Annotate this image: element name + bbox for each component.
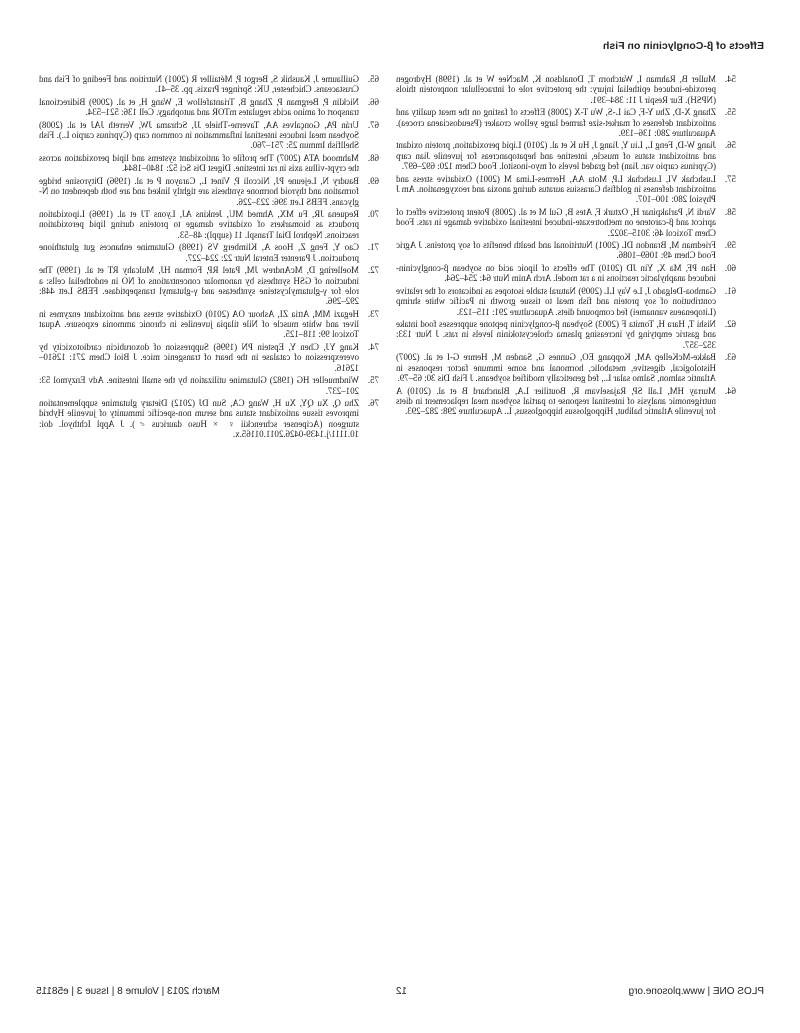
reference-text: Baudry N, Lejeune PJ, Niccoli P, Vinet L, Carayon P et al. (1996) Dityrosine bridge formation and thyroid hormone synthesis are tightly linked and are both dependent on N-glycans. FEBS Lett 396: 223–226. <box>39 175 359 207</box>
reference-entry <box>396 240 736 261</box>
reference-number: 65. <box>367 74 379 84</box>
reference-text: Friedman M, Brandon DL (2001) Nutritional and health benefits of soy proteins. J Agric Food Chem 49: 1069–1086. <box>396 240 716 261</box>
reference-number: 76. <box>367 398 379 409</box>
reference-text: Mahmood ATA (2007) The profile of antioxidant systems and lipid peroxidation across the crypt-villus axis in rat intestine. Digest Dis Sci 52: 1840–1844. <box>39 152 359 174</box>
reference-number: 68. <box>367 152 379 163</box>
reference-number: 70. <box>367 209 379 220</box>
reference-text: Nishi T, Hara H, Tomita F (2003) Soybean β-conglycinin peptone suppresses food intake and gastric emptying by increasing plasma cholecystokinin levels in rats. J Nutr 133: 352–357. <box>396 319 716 350</box>
reference-entry <box>39 265 379 306</box>
reference-entry <box>396 286 736 317</box>
reference-text: Murray HM, Lall SP, Rajaselvam R, Boutilier LA, Blanchard B et al. (2010) A nutrigenomic analysis of intestinal response to partial soybean meal replacement in diets for juvenile Atlantic halibut, Hippoglossus hippoglossus, L. Aquaculture 298: 282–293. <box>396 385 716 417</box>
references-right-column <box>39 74 379 442</box>
reference-entry <box>39 209 379 240</box>
reference-text: Zhu Q, Xu QY, Xu H, Wang CA, Sun DJ (2012) Dietary glutamine supplementation improves tissue antioxidant status and serum non-specific immunity of juvenile Hybrid sturgeon (Acipenser schrenckii ♀ × Huso dauricus ♂). J Appl Ichthyol. doi: 10.1111/j.1439-0426.2011.01165.x. <box>39 398 359 440</box>
reference-entry <box>396 207 736 238</box>
reference-number: 56. <box>724 140 736 151</box>
reference-text: Nicklin P, Bergman P, Zhang B, Triantafellow E, Wang H, et al. (2009) Bidirectional transport of amino acids regulates mTOR and autophagy. Cell 136: 521–534. <box>39 96 359 118</box>
reference-entry <box>39 375 379 396</box>
reference-number: 74. <box>367 341 379 352</box>
reference-text: Zhang X-D, Zhu Y-F, Cai L-S, Wu T-X (2008) Effects of fasting on the meat quality and antioxidant defenses of market-size farmed large yellow croaker (Pseudosciaena crocea). Aquaculture 280: 136–139. <box>396 107 716 138</box>
reference-entry <box>39 97 379 118</box>
reference-text: Jiang W-D, Feng L, Liu Y, Jiang J, Hu K et al. (2010) Lipid peroxidation, protein oxidant and antioxidant status of muscle, intestine and hepatopancreas for juvenile Jian carp (Cyprinus carpio var. Jian) fed graded levels of myo-inositol. Food Chem 120: 692–697. <box>396 140 716 172</box>
reference-number: 60. <box>724 262 736 273</box>
reference-number: 54. <box>724 74 736 84</box>
reference-entry <box>396 174 736 205</box>
footer-journal: PLOS ONE | www.plosone.org <box>628 986 764 997</box>
running-title: Effects of β-Conglycinin on Fish <box>603 40 764 52</box>
reference-number: 73. <box>367 308 379 319</box>
reference-number: 72. <box>367 265 379 276</box>
reference-entry <box>396 263 736 284</box>
reference-number: 57. <box>724 173 736 184</box>
reference-text: Kang YJ, Chen Y, Epstein PN (1996) Suppression of doxorubicin cardiotoxicity by overexpression of catalase in the heart of transgenic mice. J Biol Chem 271: 12610–12616. <box>39 341 359 373</box>
reference-entry <box>396 74 736 105</box>
reference-entry <box>396 319 736 350</box>
reference-entry <box>39 398 379 439</box>
reference-entry <box>39 153 379 174</box>
reference-entry <box>39 309 379 340</box>
reference-entry <box>39 176 379 207</box>
reference-entry <box>396 140 736 171</box>
reference-text: Urán PA, Gonçalves AA, Taverne-Thiele JJ, Schrama JW, Verreth JAJ et al. (2008) Soybean meal induces intestinal inflammation in common carp (Cyprinus carpio L.). Fish Shellfish Immun 25: 751–760. <box>39 119 359 151</box>
reference-number: 71. <box>367 242 379 253</box>
reference-text: Requena JR, Fu MX, Ahmed MU, Jenkins AJ, Lyons TJ et al. (1996) Lipoxidation products as biomarkers of oxidative damage to proteins during lipid peroxidation reactions. Nephrol Dial Transpl. 11 (suppl): 48–53. <box>39 209 359 240</box>
reference-text: Moellering D, McAndrew JM, Patel RP, Forman HJ, Mulcahy RT et al. (1999) The induction of GSH synthesis by nanomolar concentrations of NO in endothelial cells: a role for γ-glutamylcysteine synthetase and γ-glutamyl transpeptidase. FEBS Lett 448: 292–296. <box>39 265 359 307</box>
reference-number: 64. <box>724 385 736 396</box>
reference-text: Lushchak VI, Lushchak LP, Mota AA, Hermes-Lima M (2001) Oxidative stress and antioxidant defenses in goldfish Carassius auratus during anoxia and reoxygenation. Am J Physiol 280: 100–107. <box>396 173 716 205</box>
reference-entry <box>396 386 736 417</box>
reference-number: 62. <box>724 319 736 330</box>
reference-entry <box>39 74 379 95</box>
reference-number: 63. <box>724 352 736 363</box>
footer-issue: March 2013 | Volume 8 | Issue 3 | e58115 <box>36 986 220 997</box>
reference-text: Guillaume J, Kaushik S, Bergot P, Métailler R (2001) Nutrition and Feeding of Fish and Crustaceans. Chichester, UK: Springer Praxis. pp. 35–41. <box>39 74 359 95</box>
reference-number: 59. <box>724 240 736 251</box>
references-left-column <box>396 74 736 419</box>
reference-entry <box>396 352 736 383</box>
reference-number: 75. <box>367 375 379 386</box>
reference-text: Han PF, Ma X, Yin JD (2010) The effects of lipoic acid on soybean β-conglycinin-induced anaphylactic reactions in a rat model. Arch Anim Nutr 64: 254–264. <box>396 262 716 284</box>
reference-text: Cao Y, Feng Z, Hoos A, Klimberg VS (1998) Glutamine enhances gut glutathione production. J Parenter Enteral Nutr 22: 224–227. <box>39 242 359 263</box>
reference-entry <box>39 242 379 263</box>
reference-entry <box>396 107 736 138</box>
reference-number: 55. <box>724 107 736 118</box>
reference-text: Bakke-McKellep AM, Koppang EO, Gunnes G, Sanden M, Hemre G-I et al. (2007) Histological, digestive, metabolic, hormonal and some immune factor responses in Atlantic salmon, Salmo salar L., fed genetically modified soybeans. J Fish Dis 30: 65–79. <box>396 352 716 383</box>
reference-entry <box>39 120 379 151</box>
footer-page-number: 12 <box>395 986 407 997</box>
reference-number: 66. <box>367 96 379 107</box>
reference-entry <box>39 342 379 373</box>
reference-text: Muller B, Rahman I, Watchorn T, Donaldson K, MacNee W et al. (1998) Hydrogen peroxide-induced epithelial injury: the protective role of intracellular nonprotein thiols (NPSH). Eur Respir J 11: 384–391. <box>396 74 716 105</box>
reference-text: Gamboa-Delgado J, Le Vay LL (2009) Natural stable isotopes as indicators of the relative contribution of soy protein and fish meal to tissue growth in Pacific white shrimp (Litopenaeus vannamei) fed compound diets. Aquaculture 291: 115–123. <box>396 285 716 317</box>
reference-number: 67. <box>367 119 379 130</box>
reference-text: Hegazi MM, Attia ZI, Ashour OA (2010) Oxidative stress and antioxidant enzymes in liver and white muscle of Nile tilapia juveniles in chronic ammonia exposure. Aquat Toxicol 99: 118–125. <box>39 308 359 340</box>
reference-number: 58. <box>724 206 736 217</box>
reference-number: 69. <box>367 175 379 186</box>
reference-text: Windmueller HG (1982) Glutamine utilization by the small intestine. Adv Enzymol 53: 201–237. <box>39 375 359 396</box>
reference-number: 61. <box>724 285 736 296</box>
reference-text: Vardi N, Parlakpinar H, Ozturk F, Ates B, Gul M et al. (2008) Potent protective effect of apricot and β-carotene on methotrexate-induced intestinal oxidative damage in rats. Food Chem Toxicol 46: 3015–3022. <box>396 206 716 238</box>
